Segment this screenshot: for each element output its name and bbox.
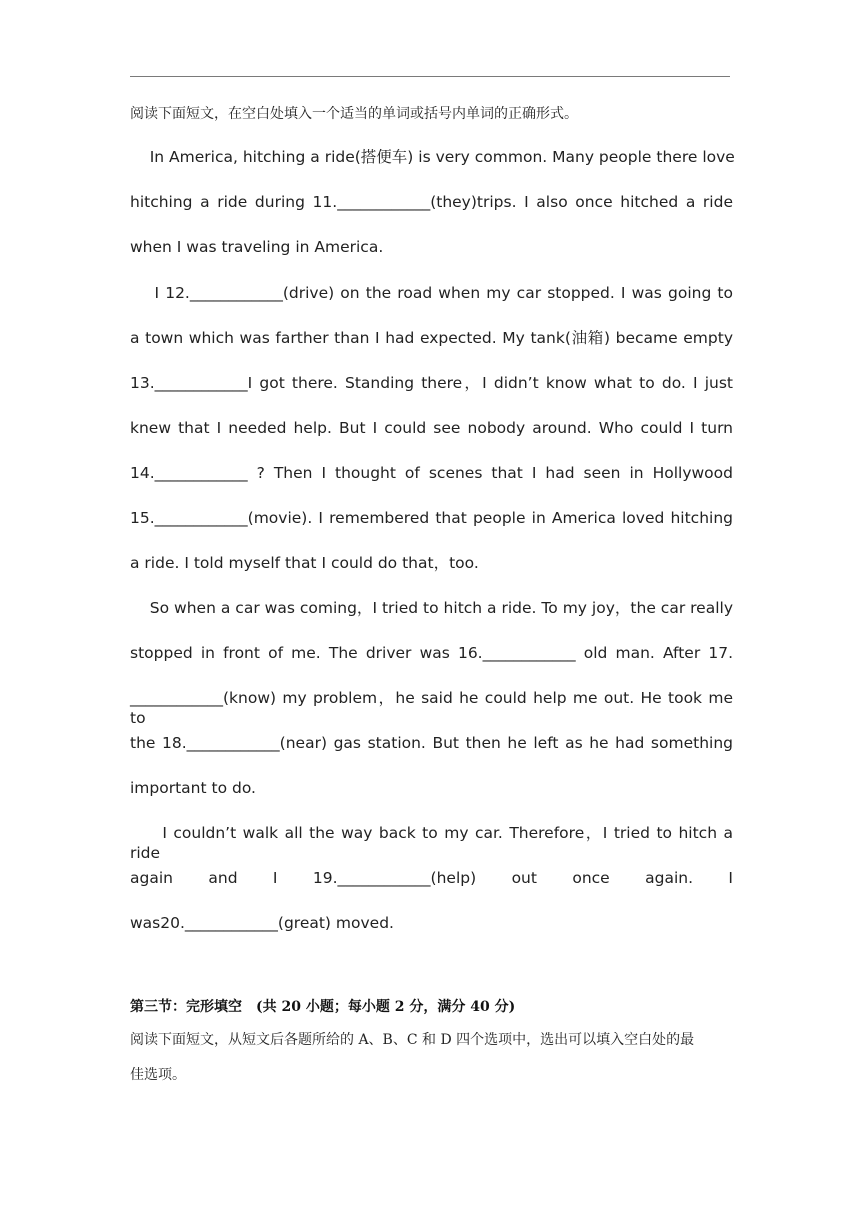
passage-line-10: a ride. I told myself that I could do that，too. — [130, 554, 479, 572]
passage-line-18: was20.____________(great) moved. — [130, 914, 394, 932]
instruction-2-line-1: 阅读下面短文，从短文后各题所给的 A、B、C 和 D 四个选项中，选出可以填入空白处的最 — [130, 1032, 695, 1048]
passage-line-12: stopped in front of me. The driver was 16.____________ old man. After 17. — [130, 644, 733, 662]
passage-line-11: So when a car was coming，I tried to hitch a ride. To my joy，the car really — [130, 599, 733, 617]
passage-line-16: I couldn’t walk all the way back to my car. Therefore，I tried to hitch a ride — [130, 824, 733, 862]
passage-line-17: again and I 19.____________(help) out once again. I — [130, 869, 733, 887]
passage-line-7: knew that I needed help. But I could see nobody around. Who could I turn — [130, 419, 733, 437]
passage-line-9: 15.____________(movie). I remembered that people in America loved hitching — [130, 509, 733, 527]
instruction-1: 阅读下面短文，在空白处填入一个适当的单词或括号内单词的正确形式。 — [130, 106, 578, 122]
passage-line-8: 14.____________ ? Then I thought of scenes that I had seen in Hollywood — [130, 464, 733, 482]
instruction-2-line-2: 佳选项。 — [130, 1067, 186, 1083]
passage-line-1: In America, hitching a ride(搭便车) is very common. Many people there love — [130, 148, 735, 166]
passage-line-13: ____________(know) my problem，he said he could help me out. He took me to — [130, 689, 733, 727]
passage-line-4: I 12.____________(drive) on the road when my car stopped. I was going to — [130, 284, 733, 302]
passage-line-14: the 18.____________(near) gas station. But then he left as he had something — [130, 734, 733, 752]
header-rule — [130, 76, 730, 77]
passage-line-15: important to do. — [130, 779, 256, 797]
passage-line-6: 13.____________I got there. Standing there，I didn’t know what to do. I just — [130, 374, 733, 392]
passage-line-5: a town which was farther than I had expected. My tank(油箱) became empty — [130, 329, 733, 347]
passage-line-2: hitching a ride during 11.____________(they)trips. I also once hitched a ride — [130, 193, 733, 211]
passage-line-3: when I was traveling in America. — [130, 238, 384, 256]
section-3-title: 第三节：完形填空 (共 20 小题；每小题 2 分，满分 40 分) — [130, 999, 516, 1015]
